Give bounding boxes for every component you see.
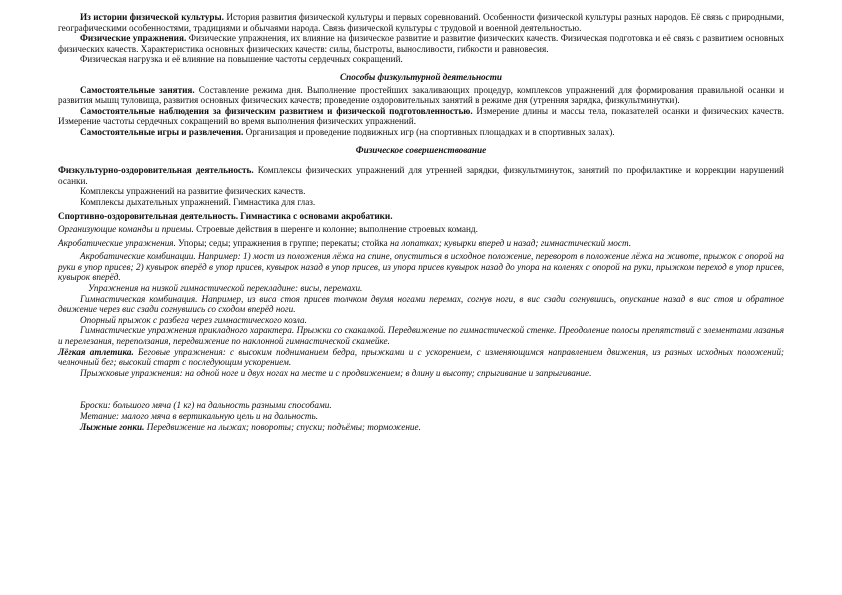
bar-paragraph: Упражнения на низкой гимнастической перекладине: висы, перемахи.: [88, 283, 363, 294]
acro-italic: на лопатках; кувырки вперед и назад; гимнастический мост.: [390, 237, 631, 248]
ski-paragraph: [58, 422, 784, 433]
acro-title: Акробатические упражнения.: [58, 237, 176, 248]
org-text: Строевые действия в шеренге и колонне; выполнение строевых команд.: [193, 224, 478, 235]
methods-heading: Способы физкультурной деятельности: [340, 71, 502, 82]
athletics-paragraph: [58, 347, 784, 368]
exercises-load: Физическая нагрузка и её влияние на повышение частоты сердечных сокращений.: [80, 54, 403, 65]
history-text: История развития физической культуры и первых соревнований. Особенности физической культуры разных народов. Её связь с природными, географическими особенностями, традициями и обычаями народа. Связь физической культуры с трудовой и военной деятельностью.: [58, 12, 784, 33]
combos-paragraph: Акробатические комбинации. Например: 1) мост из положения лёжа на спине, опуститься в исходное положение, переворот в положение лёжа на животе, прыжок с опорой на руки в упор присев; 2) кувырок вперёд в упор присев, кувырок назад в упор присев, из упора присев кувырок назад до упора на коленях с опорой на руки, прыжком переход в упор присев, кувырок вперёд.: [58, 251, 784, 283]
spacer: [58, 157, 784, 165]
health-paragraph: [58, 165, 784, 186]
exercises-paragraph: [58, 33, 784, 54]
throws-paragraph: Броски: большого мяча (1 кг) на дальность разными способами.: [80, 400, 332, 411]
acro-text: Упоры; седы; упражнения в группе; перекаты; стойка: [175, 237, 390, 248]
applied-paragraph: Гимнастические упражнения прикладного характера. Прыжки со скакалкой. Передвижение по гимнастической стенке. Преодоление полосы препятствий с элементами лазанья и перелезания, переползания, передвижение по наклонной гимнастической скамейке.: [58, 325, 784, 347]
throwing-paragraph: Метание: малого мяча в вертикальную цель и на дальность.: [80, 411, 319, 421]
health-item-2: Комплексы дыхательных упражнений. Гимнастика для глаз.: [80, 196, 316, 207]
gym-combo-paragraph: Гимнастическая комбинация. Например, из виса стоя присев толчком двумя ногами перемах, согнув ноги, в вис сзади согнувшись, опускание назад в вис стоя и обратное движение через вис сзади согнувшись со сходом вперёд ноги.: [58, 293, 784, 315]
independent-text: Составление режима дня. Выполнение простейших закаливающих процедур, комплексов упражнений для формирования правильной осанки и развития мышц туловища, развития основных физических качеств; проведение оздоровительных занятий в режиме дня (утренняя зарядка, физкультминутки).: [58, 84, 784, 106]
exercises-title: Физические упражнения.: [80, 33, 187, 44]
sport-title: Спортивно-оздоровительная деятельность. Гимнастика с основами акробатики.: [58, 210, 393, 221]
acro-paragraph: [58, 238, 784, 249]
ski-text: Передвижение на лыжах; повороты; спуски; подъёмы; торможение.: [144, 421, 421, 432]
document-body: [58, 12, 784, 432]
health-item-1: Комплексы упражнений на развитие физических качеств.: [80, 186, 306, 197]
observation-title: Самостоятельные наблюдения за физическим развитием и физической подготовленностью.: [80, 105, 473, 116]
health-text: Комплексы физических упражнений для утренней зарядки, физкультминуток, занятий по профилактике и коррекции нарушений осанки.: [58, 165, 784, 186]
vault-paragraph: Опорный прыжок с разбега через гимнастического козла.: [80, 314, 307, 325]
independent-title: Самостоятельные занятия.: [80, 84, 195, 95]
org-title: Организующие команды и приемы.: [58, 224, 194, 235]
athletics-text: Беговые упражнения: с высоким подниманием бедра, прыжками и с ускорением, с изменяющимся направлением движения, из разных исходных положений; челночный бег; высокий старт с последующим ускорением.: [58, 346, 784, 368]
spacer: [58, 378, 784, 400]
games-text: Организация и проведение подвижных игр (на спортивных площадках и в спортивных залах).: [243, 126, 615, 137]
health-title: Физкультурно-оздоровительная деятельность.: [58, 165, 254, 176]
observation-paragraph: [58, 106, 784, 127]
ski-title: Лыжные гонки.: [80, 421, 145, 432]
org-paragraph: [58, 224, 784, 235]
history-paragraph: [58, 12, 784, 33]
games-paragraph: [58, 127, 784, 138]
games-title: Самостоятельные игры и развлечения.: [80, 126, 244, 137]
observation-text: Измерение длины и массы тела, показателей осанки и физических качеств. Измерение частоты сердечных сокращений во время выполнения физических упражнений.: [58, 105, 785, 127]
jumps-paragraph: Прыжковые упражнения: на одной ноге и двух ногах на месте и с продвижением; в длину и высоту; спрыгивание и запрыгивание.: [80, 367, 592, 378]
exercises-text: Физические упражнения, их влияние на физическое развитие и развитие физических качеств. Физическая подготовка и её связь с развитием основных физических качеств. Характеристика основных физических качеств: силы, быстроты, выносливости, гибкости и равновесия.: [58, 33, 784, 54]
history-title: Из истории физической культуры.: [80, 12, 224, 22]
improvement-heading: Физическое совершенствование: [355, 144, 487, 155]
independent-paragraph: [58, 85, 784, 106]
athletics-title: Лёгкая атлетика.: [58, 346, 134, 357]
